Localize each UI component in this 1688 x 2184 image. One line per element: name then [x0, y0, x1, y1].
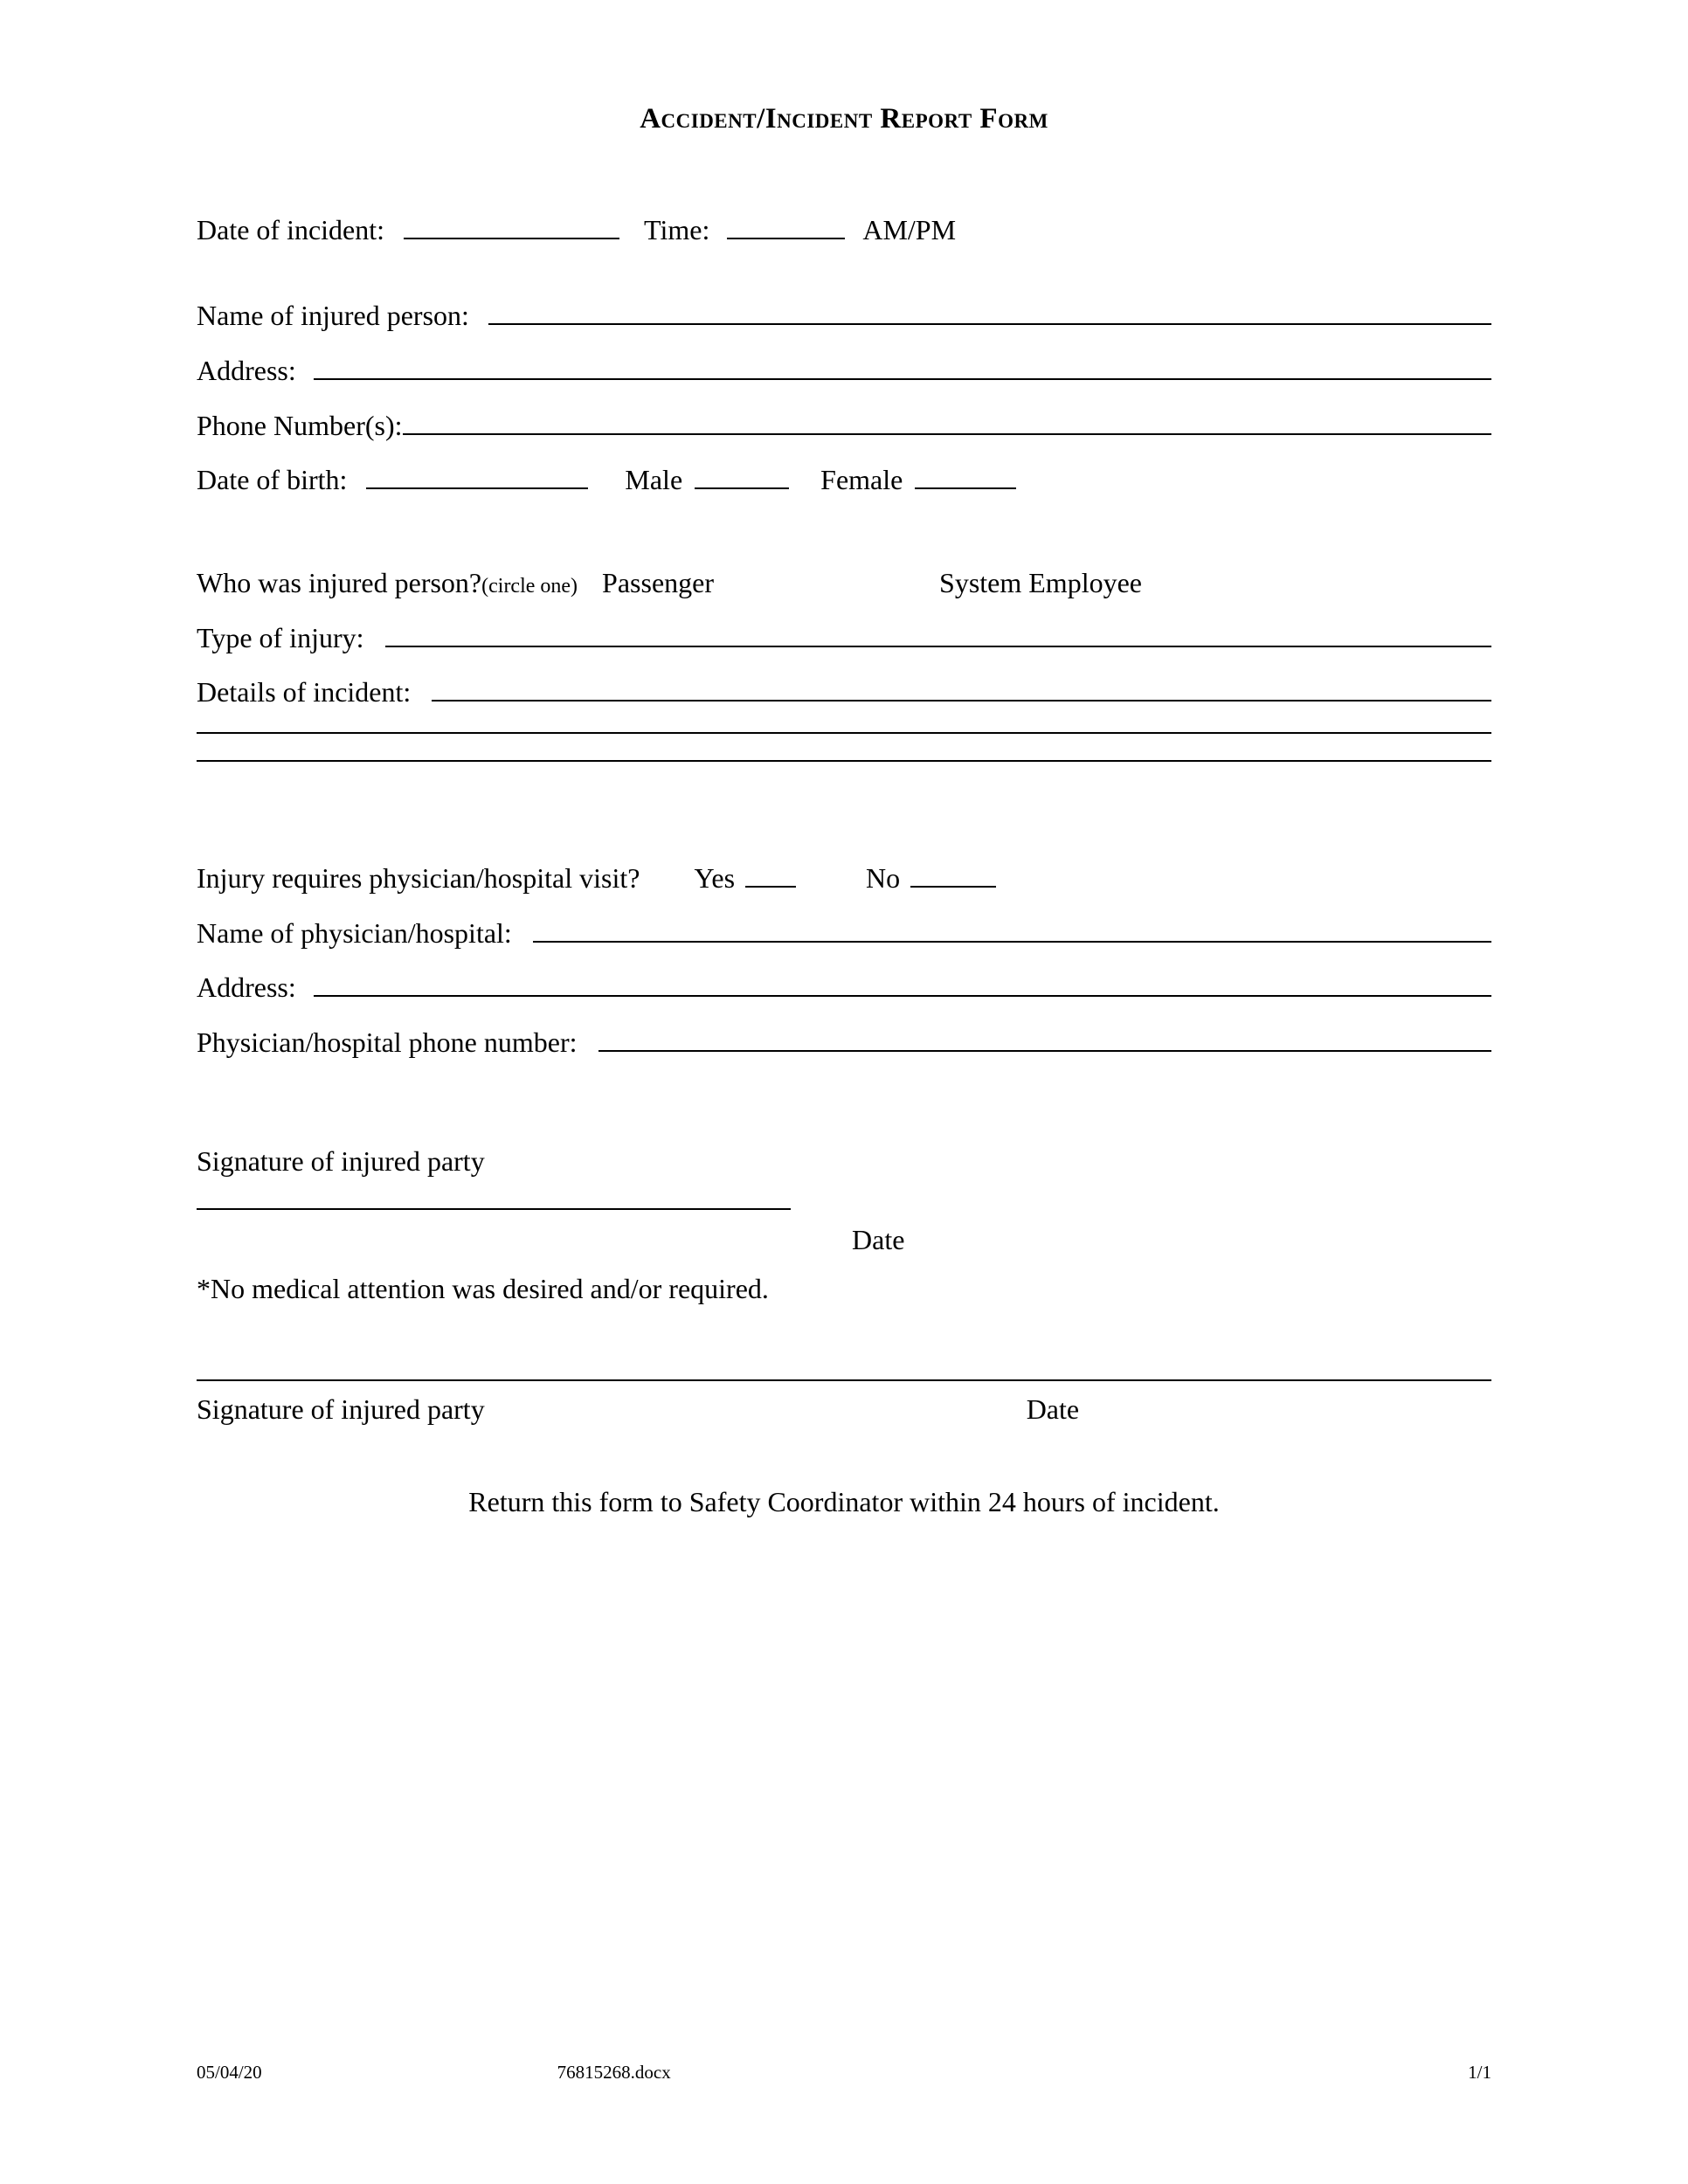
spacer — [197, 494, 1491, 569]
details-of-incident-label: Details of incident: — [197, 676, 412, 708]
male-blank[interactable] — [695, 459, 789, 490]
circle-one-note: (circle one) — [481, 575, 578, 598]
type-of-injury-blank[interactable] — [385, 616, 1492, 647]
no-medical-attention-note: *No medical attention was desired and/or required. — [197, 1272, 769, 1304]
male-label: Male — [625, 464, 683, 496]
phone-numbers-blank[interactable] — [403, 404, 1491, 435]
physician-address-row — [197, 966, 1491, 1002]
injured-person-address-row — [197, 349, 1491, 387]
footer-revision-date: 05/04/20 — [197, 2062, 262, 2083]
spacer — [197, 1303, 1491, 1379]
time-label: Time: — [644, 213, 710, 245]
no-blank[interactable] — [910, 856, 996, 888]
physician-name-row — [197, 911, 1491, 947]
return-instruction: Return this form to Safety Coordinator within 24 hours of incident. — [468, 1485, 1220, 1517]
date-of-birth-label: Date of birth: — [197, 464, 348, 496]
page-title: Accident/Incident Report Form — [640, 103, 1048, 135]
page-footer — [197, 2063, 1491, 2082]
spacer — [197, 597, 1491, 616]
date-of-incident-label: Date of incident: — [197, 213, 385, 245]
who-was-injured-row — [197, 569, 1491, 597]
spacer — [197, 892, 1491, 911]
time-blank[interactable] — [727, 208, 845, 239]
first-signature-label: Signature of injured party — [197, 1144, 485, 1177]
first-date-label: Date — [852, 1223, 905, 1255]
am-pm-label: AM/PM — [862, 213, 957, 245]
type-of-injury-row — [197, 616, 1491, 652]
spacer — [197, 706, 1491, 732]
injured-person-phone-row — [197, 404, 1491, 439]
spacer — [197, 244, 1491, 286]
physician-phone-label: Physician/hospital phone number: — [197, 1026, 578, 1058]
type-of-injury-label: Type of injury: — [197, 621, 364, 653]
option-passenger[interactable]: Passenger — [602, 567, 715, 599]
details-of-incident-blank[interactable] — [432, 671, 1491, 702]
footer-file-name: 76815268.docx — [557, 2062, 671, 2083]
no-medical-attention-note-row — [197, 1272, 1491, 1304]
physician-name-blank[interactable] — [533, 911, 1491, 943]
second-signature-caption-row — [197, 1395, 1491, 1423]
spacer — [197, 1254, 1491, 1275]
first-date-caption-row — [197, 1223, 1491, 1255]
incident-date-time-row — [197, 208, 1491, 244]
spacer — [197, 135, 1491, 196]
physician-phone-row — [197, 1020, 1491, 1056]
physician-address-blank[interactable] — [314, 966, 1491, 998]
spacer — [197, 652, 1491, 671]
date-of-incident-blank[interactable] — [404, 208, 619, 239]
spacer — [197, 734, 1491, 760]
name-of-injured-person-label: Name of injured person: — [197, 300, 469, 332]
physician-phone-blank[interactable] — [598, 1020, 1492, 1052]
second-signature-label: Signature of injured party — [197, 1393, 485, 1425]
spacer — [197, 329, 1491, 349]
first-signature-caption-row — [197, 1144, 1491, 1177]
address-blank[interactable] — [314, 349, 1491, 380]
footer-page-number: 1/1 — [1468, 2062, 1491, 2083]
address-label: Address: — [197, 355, 296, 387]
who-was-injured-person-label: Who was injured person? — [197, 567, 482, 599]
physician-name-label: Name of physician/hospital: — [197, 916, 512, 949]
spacer — [197, 1423, 1491, 1486]
second-date-label: Date — [1026, 1393, 1080, 1425]
spacer — [197, 762, 1491, 856]
document-body — [197, 0, 1491, 1518]
details-of-incident-row — [197, 671, 1491, 707]
spacer — [197, 1056, 1491, 1147]
female-blank[interactable] — [915, 459, 1016, 490]
date-of-birth-blank[interactable] — [366, 459, 588, 490]
spacer — [197, 947, 1491, 966]
dob-sex-row — [197, 459, 1491, 494]
physician-address-label: Address: — [197, 971, 296, 1004]
second-signature-line[interactable] — [197, 1379, 1491, 1381]
female-label: Female — [820, 464, 903, 496]
physician-visit-row — [197, 856, 1491, 895]
spacer — [197, 439, 1491, 459]
no-label: No — [866, 862, 901, 895]
spacer — [197, 384, 1491, 404]
first-signature-line[interactable] — [197, 1208, 791, 1210]
injured-person-name-row — [197, 294, 1491, 330]
physician-visit-question-label: Injury requires physician/hospital visit? — [197, 862, 640, 895]
name-of-injured-person-blank[interactable] — [488, 294, 1491, 326]
yes-blank[interactable] — [745, 856, 796, 888]
phone-numbers-label: Phone Number(s): — [197, 409, 403, 441]
option-system-employee[interactable]: System Employee — [939, 567, 1142, 599]
yes-label: Yes — [694, 862, 736, 895]
spacer — [197, 1175, 1491, 1208]
spacer — [197, 1001, 1491, 1020]
